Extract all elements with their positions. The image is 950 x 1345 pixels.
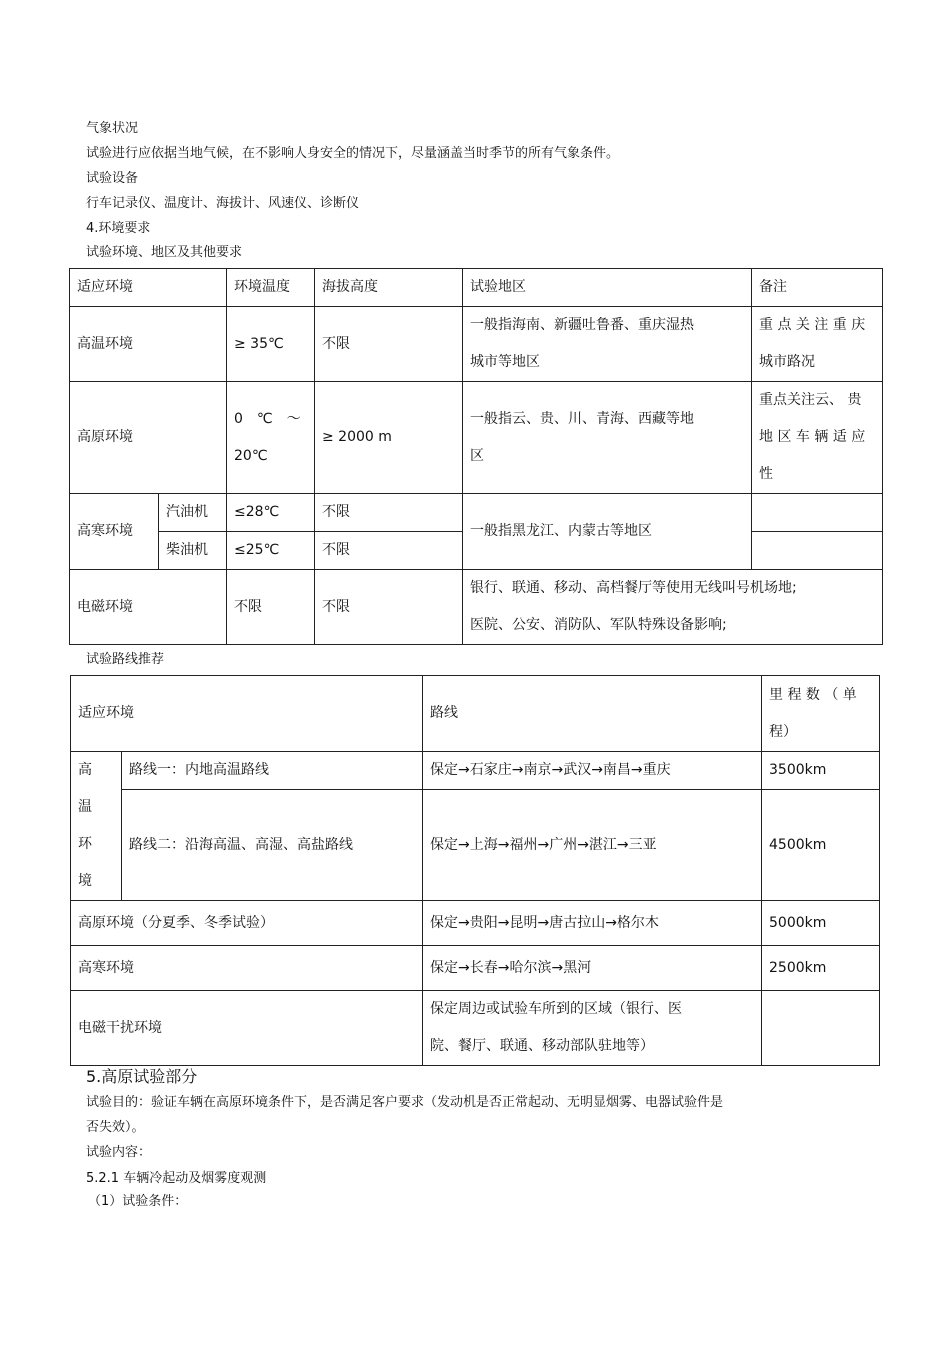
vertical-char: 环 (78, 836, 92, 852)
cell-mileage: 2500km (762, 946, 880, 991)
header-temp: 环境温度 (227, 269, 315, 307)
note-line: 重 点 关 注 重 庆 (759, 317, 866, 333)
cell-env: 电磁干扰环境 (71, 991, 423, 1066)
region-line: 医院、公安、消防队、军队特殊设备影响; (470, 617, 727, 633)
cell-alt: 不限 (315, 570, 463, 645)
cell-env: 高原环境（分夏季、冬季试验） (71, 901, 423, 946)
cell-alt: ≥ 2000 m (315, 382, 463, 494)
cell-route-name: 路线一：内地高温路线 (122, 752, 423, 790)
note-line: 城市路况 (759, 354, 815, 370)
section5-title: 5.高原试验部分 (86, 1067, 198, 1086)
purpose-line: 试验目的：验证车辆在高原环境条件下，是否满足客户要求（发动机是否正常起动、无明显烟雾、电器试验件是 (86, 1095, 724, 1110)
note-line: 重点关注云、 贵 (759, 392, 862, 408)
route-table (70, 675, 880, 1066)
header-route: 路线 (423, 676, 762, 752)
table-row (71, 790, 880, 901)
cell-env: 高寒环境 (70, 494, 159, 570)
mileage-line: 程） (769, 723, 797, 740)
purpose-line: 否失效）。 (86, 1120, 145, 1135)
cell-mileage: 5000km (762, 901, 880, 946)
cell-mileage: 4500km (762, 790, 880, 901)
header-mileage (762, 676, 880, 752)
header-env: 适应环境 (71, 676, 423, 752)
cell-env: 高原环境 (70, 382, 227, 494)
cell-route-path: 保定→贵阳→昆明→唐古拉山→格尔木 (423, 901, 762, 946)
cell-route-path: 保定→上海→福州→广州→湛江→三亚 (423, 790, 762, 901)
table-row (70, 269, 883, 307)
region-line: 城市等地区 (470, 354, 540, 370)
vertical-char: 境 (78, 873, 92, 889)
cell-note (752, 494, 883, 532)
cell-route-path: 保定→长春→哈尔滨→黑河 (423, 946, 762, 991)
table-row (71, 991, 880, 1066)
weather-text: 试验进行应依据当地气候，在不影响人身安全的情况下，尽量涵盖当时季节的所有气象条件。 (86, 146, 620, 161)
header-region: 试验地区 (463, 269, 752, 307)
mileage-line: 里 程 数 （ 单 (769, 686, 857, 703)
region-line: 区 (470, 447, 484, 464)
note-line: 地 区 车 辆 适 应 (759, 429, 866, 445)
table-row (71, 752, 880, 790)
cell-route-path (423, 991, 762, 1066)
cell-region (463, 570, 883, 645)
cell-temp: ≥ 35℃ (227, 307, 315, 382)
note-line: 性 (759, 466, 773, 482)
route-caption: 试验路线推荐 (86, 652, 165, 667)
header-alt: 海拔高度 (315, 269, 463, 307)
cell-region (463, 307, 752, 382)
cell-engine-diesel: 柴油机 (159, 532, 227, 570)
cell-region (463, 382, 752, 494)
cell-temp (227, 382, 315, 494)
cell-env: 高寒环境 (71, 946, 423, 991)
region-line: 一般指海南、新疆吐鲁番、重庆湿热 (470, 317, 694, 333)
cell-env: 电磁环境 (70, 570, 227, 645)
cell-note (752, 382, 883, 494)
env-table-caption: 试验环境、地区及其他要求 (86, 245, 243, 260)
condition-label: （1）试验条件： (88, 1194, 188, 1209)
table-row (70, 307, 883, 382)
cell-temp: ≤25℃ (227, 532, 315, 570)
cell-mileage (762, 991, 880, 1066)
table-row (70, 570, 883, 645)
table-row (71, 946, 880, 991)
vertical-char: 高 (78, 762, 92, 778)
cell-route-name: 路线二：沿海高温、高湿、高盐路线 (122, 790, 423, 901)
table-row (71, 901, 880, 946)
cell-note (752, 307, 883, 382)
header-env: 适应环境 (70, 269, 227, 307)
table-row (70, 494, 883, 532)
temp-line: 0 ℃ ～ (234, 410, 301, 427)
cell-temp: ≤28℃ (227, 494, 315, 532)
cell-mileage: 3500km (762, 752, 880, 790)
section4-title: 4.环境要求 (86, 221, 151, 236)
subsection-title: 5.2.1 车辆冷起动及烟雾度观测 (86, 1171, 267, 1186)
header-note: 备注 (752, 269, 883, 307)
vertical-char: 温 (78, 799, 92, 815)
cell-region: 一般指黑龙江、内蒙古等地区 (463, 494, 752, 570)
environment-table (69, 268, 883, 645)
cell-env: 高温环境 (70, 307, 227, 382)
equipment-heading: 试验设备 (86, 171, 139, 186)
cell-alt: 不限 (315, 494, 463, 532)
region-line: 银行、联通、移动、高档餐厅等使用无线叫号机场地; (470, 580, 797, 596)
content-label: 试验内容： (86, 1145, 152, 1160)
cell-route-path: 保定→石家庄→南京→武汉→南昌→重庆 (423, 752, 762, 790)
weather-heading: 气象状况 (86, 121, 139, 136)
table-row (71, 676, 880, 752)
cell-alt: 不限 (315, 532, 463, 570)
route-line: 院、餐厅、联通、移动部队驻地等） (430, 1038, 654, 1054)
route-line: 保定周边或试验车所到的区域（银行、医 (430, 1001, 682, 1017)
cell-engine-gas: 汽油机 (159, 494, 227, 532)
table-row (70, 382, 883, 494)
cell-alt: 不限 (315, 307, 463, 382)
region-line: 一般指云、贵、川、青海、西藏等地 (470, 410, 694, 427)
cell-temp: 不限 (227, 570, 315, 645)
cell-note (752, 532, 883, 570)
cell-env-high-temp (71, 752, 122, 901)
temp-line: 20℃ (234, 447, 268, 464)
equipment-text: 行车记录仪、温度计、海拔计、风速仪、诊断仪 (86, 196, 360, 211)
